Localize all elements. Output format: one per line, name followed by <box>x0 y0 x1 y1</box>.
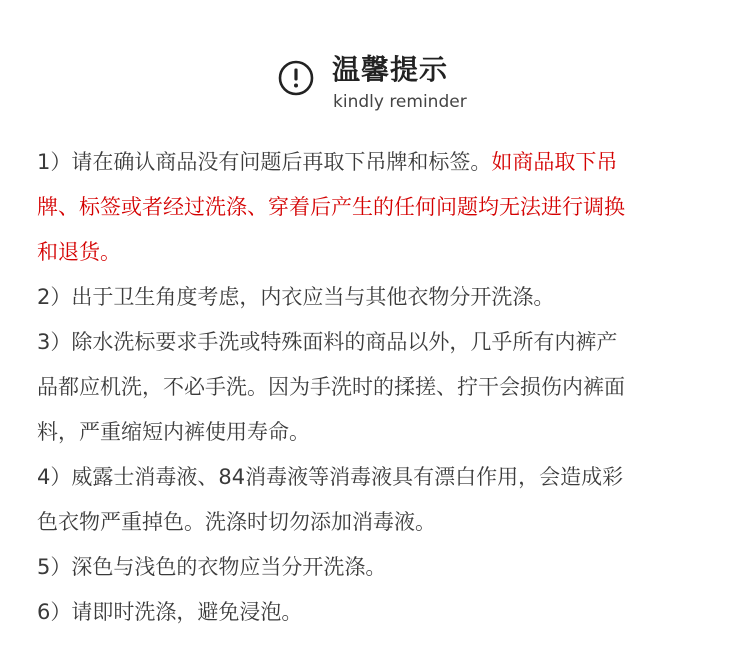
reminder-text: 6）请即时洗涤，避免浸泡。 <box>37 600 303 624</box>
reminder-header <box>0 52 750 122</box>
warning-text: 和退货。 <box>37 240 121 264</box>
reminder-text: 色衣物严重掉色。洗涤时切勿添加消毒液。 <box>37 510 436 534</box>
reminder-line <box>37 140 717 185</box>
reminder-item-3 <box>37 320 717 455</box>
reminder-text: 料，严重缩短内裤使用寿命。 <box>37 420 310 444</box>
reminder-text: 2）出于卫生角度考虑，内衣应当与其他衣物分开洗涤。 <box>37 285 555 309</box>
reminder-text: 1）请在确认商品没有问题后再取下吊牌和标签。 <box>37 150 492 174</box>
reminder-text: 3）除水洗标要求手洗或特殊面料的商品以外，几乎所有内裤产 <box>37 330 618 354</box>
reminder-item-2 <box>37 275 717 320</box>
reminder-list <box>37 140 717 635</box>
reminder-item-6 <box>37 590 717 635</box>
reminder-item-1 <box>37 140 717 275</box>
reminder-text: 品都应机洗，不必手洗。因为手洗时的揉搓、拧干会损伤内裤面 <box>37 375 625 399</box>
page-title: 温馨提示 <box>332 53 449 86</box>
reminder-item-5 <box>37 545 717 590</box>
page-subtitle: kindly reminder <box>333 92 467 112</box>
warning-text: 如商品取下吊 <box>491 150 618 174</box>
reminder-item-4 <box>37 455 717 545</box>
exclamation-circle-icon <box>278 60 314 96</box>
reminder-text: 4）威露士消毒液、84消毒液等消毒液具有漂白作用，会造成彩 <box>37 465 624 489</box>
reminder-text: 5）深色与浅色的衣物应当分开洗涤。 <box>37 555 387 579</box>
warning-text: 牌、标签或者经过洗涤、穿着后产生的任何问题均无法进行调换 <box>37 195 625 219</box>
